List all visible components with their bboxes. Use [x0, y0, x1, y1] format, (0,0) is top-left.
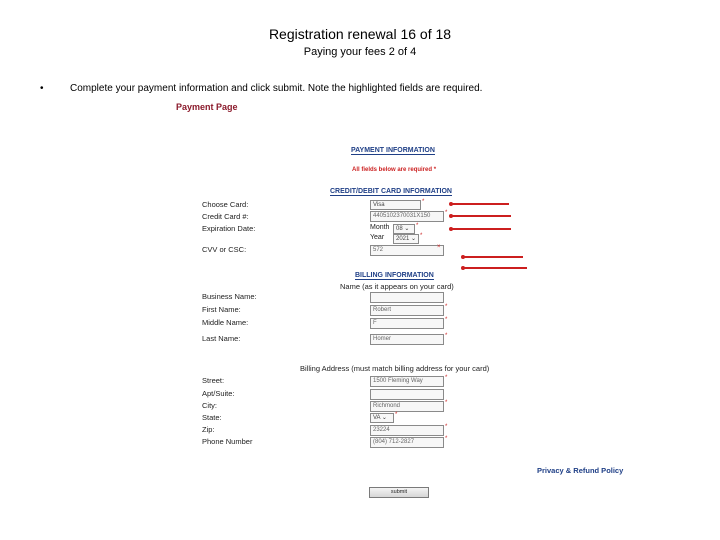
- chevron-down-icon: ⌄: [381, 415, 387, 421]
- apt-suite-label: Apt/Suite:: [202, 389, 235, 398]
- business-name-label: Business Name:: [202, 292, 257, 301]
- clear-icon[interactable]: ×: [437, 244, 441, 250]
- street-input[interactable]: 1500 Fleming Way: [370, 376, 444, 387]
- year-label: Year: [370, 234, 385, 241]
- payment-information-heading: PAYMENT INFORMATION: [351, 147, 435, 154]
- credit-card-input[interactable]: 4405102370031X150: [370, 211, 444, 222]
- choose-card-label: Choose Card:: [202, 200, 249, 209]
- payment-page-title: Payment Page: [176, 102, 238, 112]
- required-arrow: [451, 215, 511, 217]
- expiration-label: Expiration Date:: [202, 224, 256, 233]
- last-name-input[interactable]: Homer: [370, 334, 444, 345]
- required-arrow: [463, 267, 527, 269]
- required-star: *: [445, 436, 448, 442]
- required-star: *: [445, 317, 448, 323]
- credit-card-label: Credit Card #:: [202, 212, 249, 221]
- billing-address-note: Billing Address (must match billing address for your card): [300, 364, 490, 373]
- cvv-input[interactable]: 572: [370, 245, 444, 256]
- chevron-down-icon: ⌄: [411, 236, 417, 242]
- state-label: State:: [202, 413, 222, 422]
- phone-input[interactable]: (804) 712-2827: [370, 437, 444, 448]
- billing-information-heading: BILLING INFORMATION: [355, 272, 434, 279]
- street-label: Street:: [202, 376, 225, 385]
- middle-name-label: Middle Name:: [202, 318, 249, 327]
- required-star: *: [395, 412, 398, 418]
- phone-label: Phone Number: [202, 437, 253, 446]
- required-star: *: [422, 199, 425, 205]
- name-note: Name (as it appears on your card): [340, 282, 454, 291]
- card-type-select[interactable]: Visa: [370, 200, 421, 210]
- slide-subtitle: Paying your fees 2 of 4: [303, 46, 417, 58]
- required-star: *: [445, 375, 448, 381]
- required-arrow: [463, 256, 523, 258]
- required-star: *: [416, 223, 419, 229]
- business-name-input[interactable]: [370, 292, 444, 303]
- month-select[interactable]: 08 ⌄: [393, 224, 415, 234]
- apt-suite-input[interactable]: [370, 389, 444, 400]
- slide-title: Registration renewal 16 of 18: [268, 26, 452, 42]
- required-star: *: [445, 424, 448, 430]
- month-label: Month: [370, 224, 390, 231]
- first-name-input[interactable]: Robert: [370, 305, 444, 316]
- required-arrow: [451, 228, 511, 230]
- required-star: *: [420, 233, 423, 239]
- zip-label: Zip:: [202, 425, 215, 434]
- last-name-label: Last Name:: [202, 334, 241, 343]
- year-select[interactable]: 2021 ⌄: [393, 234, 419, 244]
- chevron-down-icon: ⌄: [404, 226, 410, 232]
- middle-name-input[interactable]: F: [370, 318, 444, 329]
- required-star: *: [445, 210, 448, 216]
- cvv-label: CVV or CSC:: [202, 245, 247, 254]
- city-label: City:: [202, 401, 217, 410]
- zip-input[interactable]: 23224: [370, 425, 444, 436]
- card-information-heading: CREDIT/DEBIT CARD INFORMATION: [330, 188, 452, 195]
- required-arrow: [451, 203, 509, 205]
- state-select[interactable]: VA ⌄: [370, 413, 394, 423]
- city-input[interactable]: Richmond: [370, 401, 444, 412]
- submit-button[interactable]: submit: [369, 487, 429, 498]
- required-note: All fields below are required *: [352, 167, 437, 173]
- instruction-text: Complete your payment information and click submit. Note the highlighted fields are required.: [70, 83, 483, 94]
- first-name-label: First Name:: [202, 305, 241, 314]
- bullet-icon: •: [40, 83, 44, 94]
- privacy-refund-policy-link[interactable]: Privacy & Refund Policy: [537, 466, 624, 475]
- required-star: *: [445, 333, 448, 339]
- required-star: *: [445, 304, 448, 310]
- required-star: *: [445, 400, 448, 406]
